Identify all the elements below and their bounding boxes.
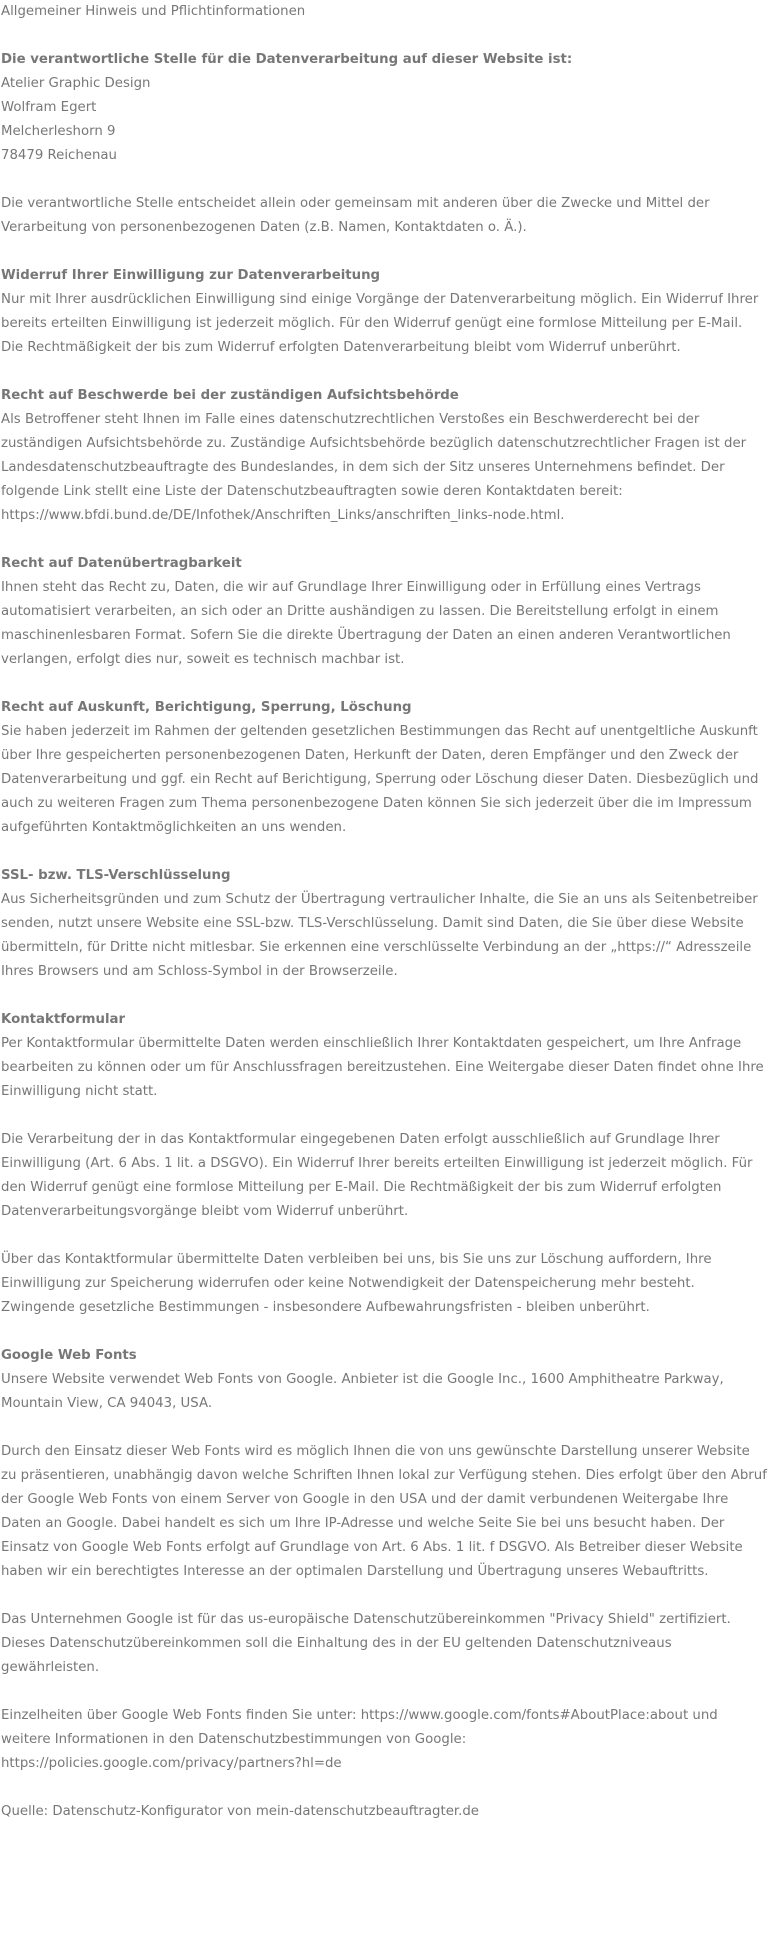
spacer	[1, 360, 768, 384]
spacer	[1, 528, 768, 552]
contact-form-retention: Über das Kontaktformular übermittelte Daten verbleiben bei uns, bis Sie uns zur Löschung auffordern, Ihre Einwilligung zur Speicherung widerrufen oder keine Notwendigkeit der Datenspeicherung mehr besteht. Zwingende gesetzliche Bestimmungen - insbesondere Aufbewahrungsfristen - bleiben unberührt.	[1, 1252, 712, 1315]
spacer	[1, 240, 768, 264]
responsible-party-section	[1, 48, 768, 168]
spacer	[1, 1224, 768, 1248]
section-title: Widerruf Ihrer Einwilligung zur Datenverarbeitung	[1, 268, 381, 283]
spacer	[1, 1584, 768, 1608]
spacer	[1, 1320, 768, 1344]
section-text: Aus Sicherheitsgründen und zum Schutz der Übertragung vertraulicher Inhalte, die Sie an uns als Seitenbetreiber senden, nutzt unsere Website eine SSL-bzw. TLS-Verschlüsselung. Damit sind Daten, die Sie über diese Website übermitteln, für Dritte nicht mitlesbar. Sie erkennen eine verschlüsselte Verbindung an der „https://“ Adresszeile Ihres Browsers und am Schloss-Symbol in der Browserzeile.	[1, 892, 762, 979]
section-text: Nur mit Ihrer ausdrücklichen Einwilligung sind einige Vorgänge der Datenverarbeitung möglich. Ein Widerruf Ihrer bereits erteilten Einwilligung ist jederzeit möglich. Für den Widerruf genügt eine formlose Mitteilung per E-Mail. Die Rechtmäßigkeit der bis zum Widerruf erfolgten Datenverarbeitung bleibt vom Widerruf unberührt.	[1, 292, 763, 355]
section-title: Recht auf Datenübertragbarkeit	[1, 556, 242, 571]
spacer	[1, 1776, 768, 1800]
section-access-rights	[1, 696, 768, 840]
section-text: Sie haben jederzeit im Rahmen der geltenden gesetzlichen Bestimmungen das Recht auf unentgeltliche Auskunft über Ihre gespeicherten personenbezogenen Daten, Herkunft der Daten, deren Empfänger und den Zweck der Datenverarbeitung und ggf. ein Recht auf Berichtigung, Sperrung oder Löschung dieser Daten. Diesbezüglich und auch zu weiteren Fragen zum Thema personenbezogene Daten können Sie sich jederzeit über die im Impressum aufgeführten Kontaktmöglichkeiten an uns wenden.	[1, 724, 763, 835]
spacer	[1, 1680, 768, 1704]
spacer	[1, 168, 768, 192]
google-fonts-details: Einzelheiten über Google Web Fonts finden Sie unter: https://www.google.com/fonts#AboutPlace:about und weitere Informationen in den Datenschutzbestimmungen von Google: https://policies.google.com/privacy/partners?hl=de	[1, 1708, 718, 1771]
document-header: Allgemeiner Hinweis und Pflichtinformationen	[1, 4, 306, 19]
responsible-title: Die verantwortliche Stelle für die Datenverarbeitung auf dieser Website ist:	[1, 52, 573, 67]
responsible-line-name: Wolfram Egert	[1, 100, 97, 115]
responsible-line-street: Melcherleshorn 9	[1, 124, 116, 139]
section-complaint	[1, 384, 768, 528]
section-title: Recht auf Auskunft, Berichtigung, Sperrung, Löschung	[1, 700, 412, 715]
spacer	[1, 24, 768, 48]
section-title: Google Web Fonts	[1, 1348, 137, 1363]
spacer	[1, 672, 768, 696]
section-text: Unsere Website verwendet Web Fonts von Google. Anbieter ist die Google Inc., 1600 Amphitheatre Parkway, Mountain View, CA 94043, USA.	[1, 1372, 728, 1411]
section-google-fonts	[1, 1344, 768, 1416]
section-text: Ihnen steht das Recht zu, Daten, die wir auf Grundlage Ihrer Einwilligung oder in Erfüllung eines Vertrags automatisiert verarbeiten, an sich oder an Dritte aushändigen zu lassen. Die Bereitstellung erfolgt in einem maschinenlesbaren Format. Sofern Sie die direkte Übertragung der Daten an einen anderen Verantwortlichen verlangen, erfolgt dies nur, soweit es technisch machbar ist.	[1, 580, 736, 667]
section-portability	[1, 552, 768, 672]
contact-form-processing: Die Verarbeitung der in das Kontaktformular eingegebenen Daten erfolgt ausschließlich auf Grundlage Ihrer Einwilligung (Art. 6 Abs. 1 lit. a DSGVO). Ein Widerruf Ihrer bereits erteilten Einwilligung ist jederzeit möglich. Für den Widerruf genügt eine formlose Mitteilung per E-Mail. Die Rechtmäßigkeit der bis zum Widerruf erfolgten Datenverarbeitungsvorgänge bleibt vom Widerruf unberührt.	[1, 1132, 753, 1219]
responsible-description: Die verantwortliche Stelle entscheidet allein oder gemeinsam mit anderen über die Zwecke und Mittel der Verarbeitung von personenbezogenen Daten (z.B. Namen, Kontaktdaten o. Ä.).	[1, 196, 710, 235]
google-fonts-usage: Durch den Einsatz dieser Web Fonts wird es möglich Ihnen die von uns gewünschte Darstellung unserer Website zu präsentieren, unabhängig davon welche Schriften Ihnen lokal zur Verfügung stehen. Dies erfolgt über den Abruf der Google Web Fonts von einem Server von Google in den USA und der damit verbundenen Weitergabe Ihre Daten an Google. Dabei handelt es sich um Ihre IP-Adresse und welche Seite Sie bei uns besucht haben. Der Einsatz von Google Web Fonts erfolgt auf Grundlage von Art. 6 Abs. 1 lit. f DSGVO. Als Betreiber dieser Website haben wir ein berechtigtes Interesse an der optimalen Darstellung und Übertragung unseres Webauftritts.	[1, 1444, 767, 1579]
section-title: Recht auf Beschwerde bei der zuständigen Aufsichtsbehörde	[1, 388, 459, 403]
spacer	[1, 1104, 768, 1128]
section-text: Als Betroffener steht Ihnen im Falle eines datenschutzrechtlichen Verstoßes ein Beschwerderecht bei der zuständigen Aufsichtsbehörde zu. Zuständige Aufsichtsbehörde bezüglich datenschutzrechtlicher Fragen ist der Landesdatenschutzbeauftragte des Bundeslandes, in dem sich der Sitz unseres Unternehmens befindet. Der folgende Link stellt eine Liste der Datenschutzbeauftragten sowie deren Kontaktdaten bereit: https://www.bfdi.bund.de/DE/Infothek/Anschriften_Links/anschriften_links-node.html.	[1, 412, 751, 523]
google-privacy-shield: Das Unternehmen Google ist für das us-europäische Datenschutzübereinkommen "Privacy Shield" zertifiziert. Dieses Datenschutzübereinkommen soll die Einhaltung des in der EU geltenden Datenschutzniveaus gewährleisten.	[1, 1612, 731, 1675]
section-text: Per Kontaktformular übermittelte Daten werden einschließlich Ihrer Kontaktdaten gespeichert, um Ihre Anfrage bearbeiten zu können oder um für Anschlussfragen bereitzustehen. Eine Weitergabe dieser Daten findet ohne Ihre Einwilligung nicht statt.	[1, 1036, 768, 1099]
spacer	[1, 840, 768, 864]
source-credit: Quelle: Datenschutz-Konfigurator von mein-datenschutzbeauftragter.de	[1, 1804, 479, 1819]
section-revocation	[1, 264, 768, 360]
section-title: Kontaktformular	[1, 1012, 126, 1027]
responsible-line-city: 78479 Reichenau	[1, 148, 117, 163]
section-ssl	[1, 864, 768, 984]
spacer	[1, 1416, 768, 1440]
section-contact-form	[1, 1008, 768, 1104]
responsible-line-company: Atelier Graphic Design	[1, 76, 151, 91]
section-title: SSL- bzw. TLS-Verschlüsselung	[1, 868, 231, 883]
spacer	[1, 984, 768, 1008]
